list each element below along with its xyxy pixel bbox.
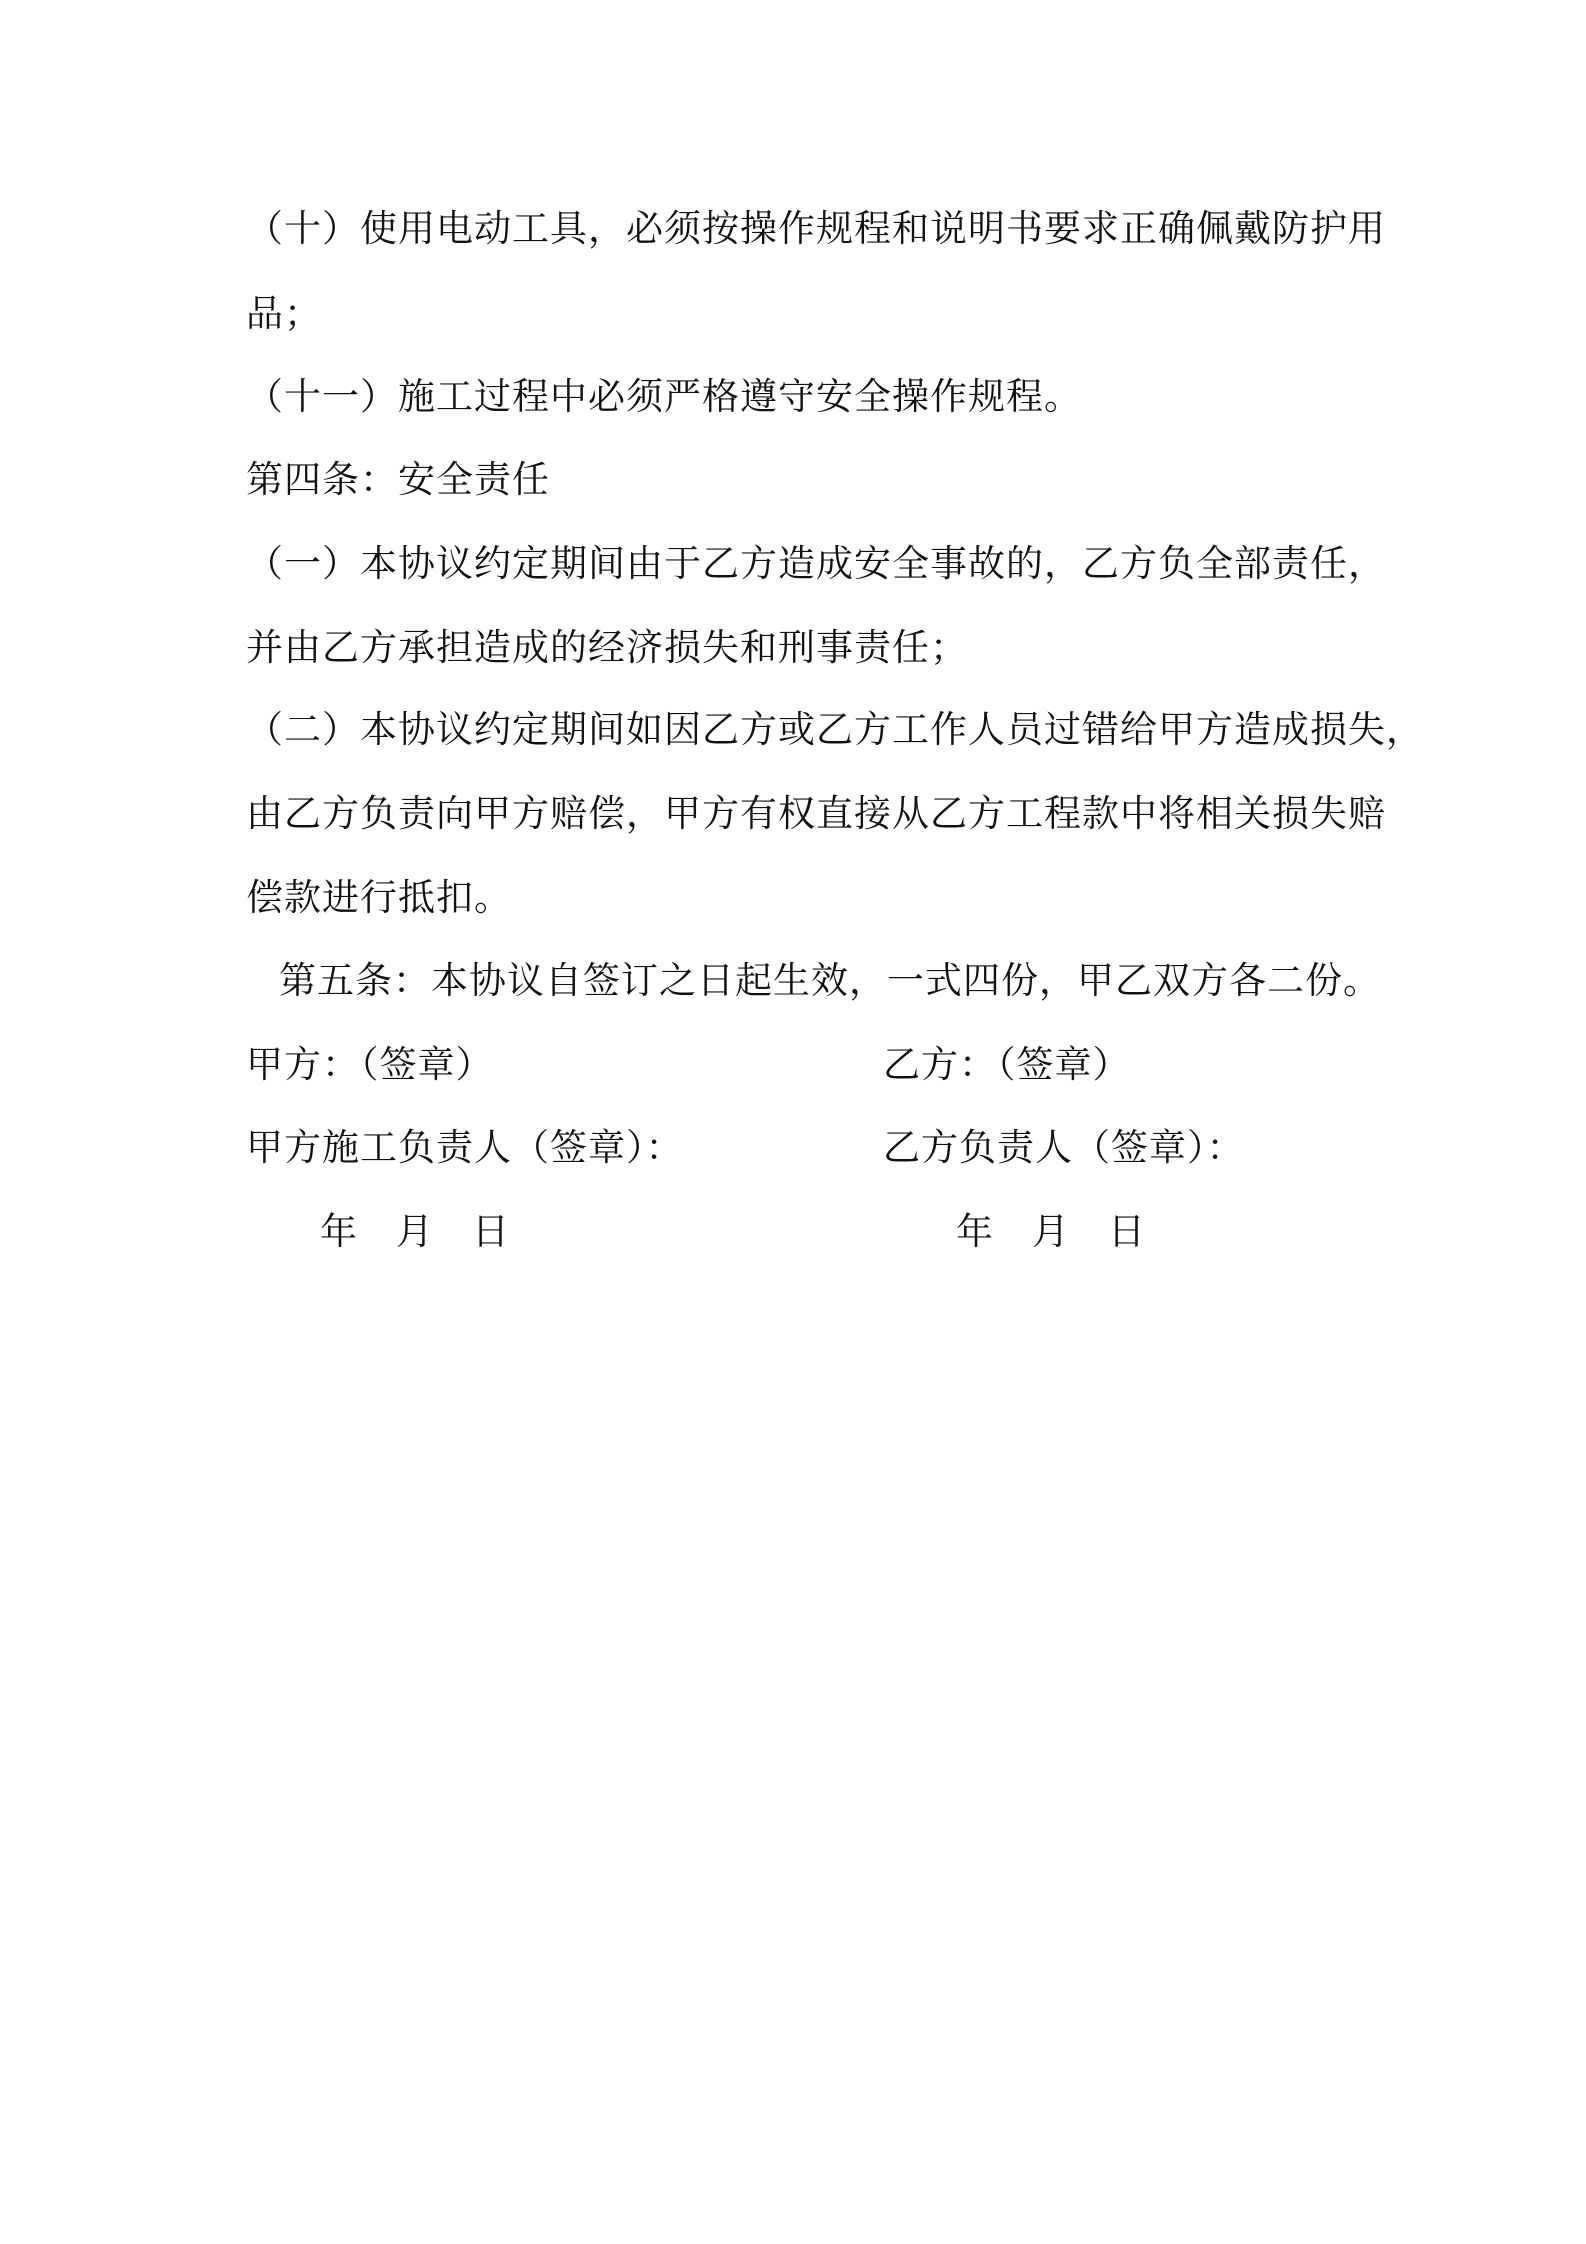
item-2-line-3: 偿款进行抵扣。 [246, 876, 512, 919]
party-b-signature: 乙方：（签章） [883, 1043, 1131, 1086]
item-1-line-1: （一）本协议约定期间由于乙方造成安全事故的，乙方负全部责任， [246, 542, 1386, 585]
party-a-date: 年 月 日 [320, 1210, 510, 1253]
clause-10-line-1: （十）使用电动工具，必须按操作规程和说明书要求正确佩戴防护用 [246, 207, 1386, 250]
clause-11: （十一）施工过程中必须严格遵守安全操作规程。 [246, 375, 1082, 418]
item-2-line-1: （二）本协议约定期间如因乙方或乙方工作人员过错给甲方造成损失， [246, 708, 1424, 751]
party-a-manager-signature: 甲方施工负责人（签章）： [246, 1126, 684, 1169]
party-b-date: 年 月 日 [956, 1210, 1146, 1253]
party-b-manager-signature: 乙方负责人（签章）： [883, 1126, 1245, 1169]
clause-10-line-2: 品； [246, 292, 322, 335]
article-4-title: 第四条：安全责任 [246, 458, 550, 501]
article-5: 第五条：本协议自签订之日起生效，一式四份，甲乙双方各二份。 [279, 959, 1381, 1002]
item-2-line-2: 由乙方负责向甲方赔偿，甲方有权直接从乙方工程款中将相关损失赔 [246, 792, 1386, 835]
item-1-line-2: 并由乙方承担造成的经济损失和刑事责任； [246, 626, 968, 669]
party-a-signature: 甲方：（签章） [246, 1043, 494, 1086]
